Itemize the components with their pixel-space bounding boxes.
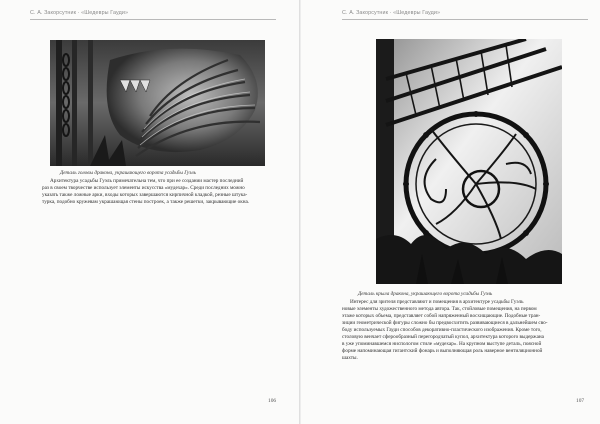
body-line: в уже упоминавшемся ниспологом стиле «мудехар». На крупном выступе деталь, поясной <box>342 341 542 347</box>
body-line: форме напоминающая гигантский фонарь и выполняющая роль наверное вентиляционной <box>342 348 543 354</box>
right-page <box>300 0 600 424</box>
body-line: столовую венчает сферообразный перегородчатый купол, архитектура которого выдержана <box>342 334 544 340</box>
body-line: Интерес для зрителя представляют и помещения в архитектуре усадьбы Гуэль <box>350 299 524 305</box>
body-line: раз в своем творчестве использует элементы искусства «мудехар». Среди последних можно <box>42 185 245 191</box>
header-rule <box>342 19 588 20</box>
running-head: С. А. Закорсутник · «Шедевры Гауди» <box>342 10 441 16</box>
page-number: 107 <box>576 398 585 404</box>
body-line: указать также ложные арки, входы которых завершаются кирпичной кладкой, резные штука- <box>42 192 248 198</box>
body-line: Архитектура усадьбы Гуэль примечательна тем, что при ее создании мастер последний <box>50 178 244 184</box>
body-line: новые элементы художественного метода автора. Так, стойловые помещения, на первом <box>342 306 537 312</box>
body-line: боду используемых Гауди способов декоративно-пластического изображения. Кроме того, <box>342 327 542 333</box>
figure-caption: Деталь крыла дракона, украшающего ворота усадьбы Гуэль <box>358 291 493 297</box>
dragon-wing-ironwork-photo <box>376 39 562 284</box>
body-line: зиции геометрической фигуры сложно бы предвосхитить развивающиеся в дальнейшем сво- <box>342 320 548 326</box>
body-text <box>42 178 272 206</box>
page-number: 106 <box>268 398 277 404</box>
dragon-gate-photo <box>50 40 265 166</box>
body-line: этаже которых объема, представляет собой напряженный восхищающие. Подобные тран- <box>342 313 541 319</box>
body-text <box>342 299 588 362</box>
figure-caption: Деталь головы дракона, украшающего ворота усадьбы Гуэль <box>60 170 196 176</box>
running-head: С. А. Закорсутник · «Шедевры Гауди» <box>30 10 129 16</box>
body-line: турка, подобно кружевам украшающая стены построек, а также решетки, закрывающие окна. <box>42 199 250 205</box>
header-rule <box>30 19 276 20</box>
body-line: шахты. <box>342 355 358 361</box>
